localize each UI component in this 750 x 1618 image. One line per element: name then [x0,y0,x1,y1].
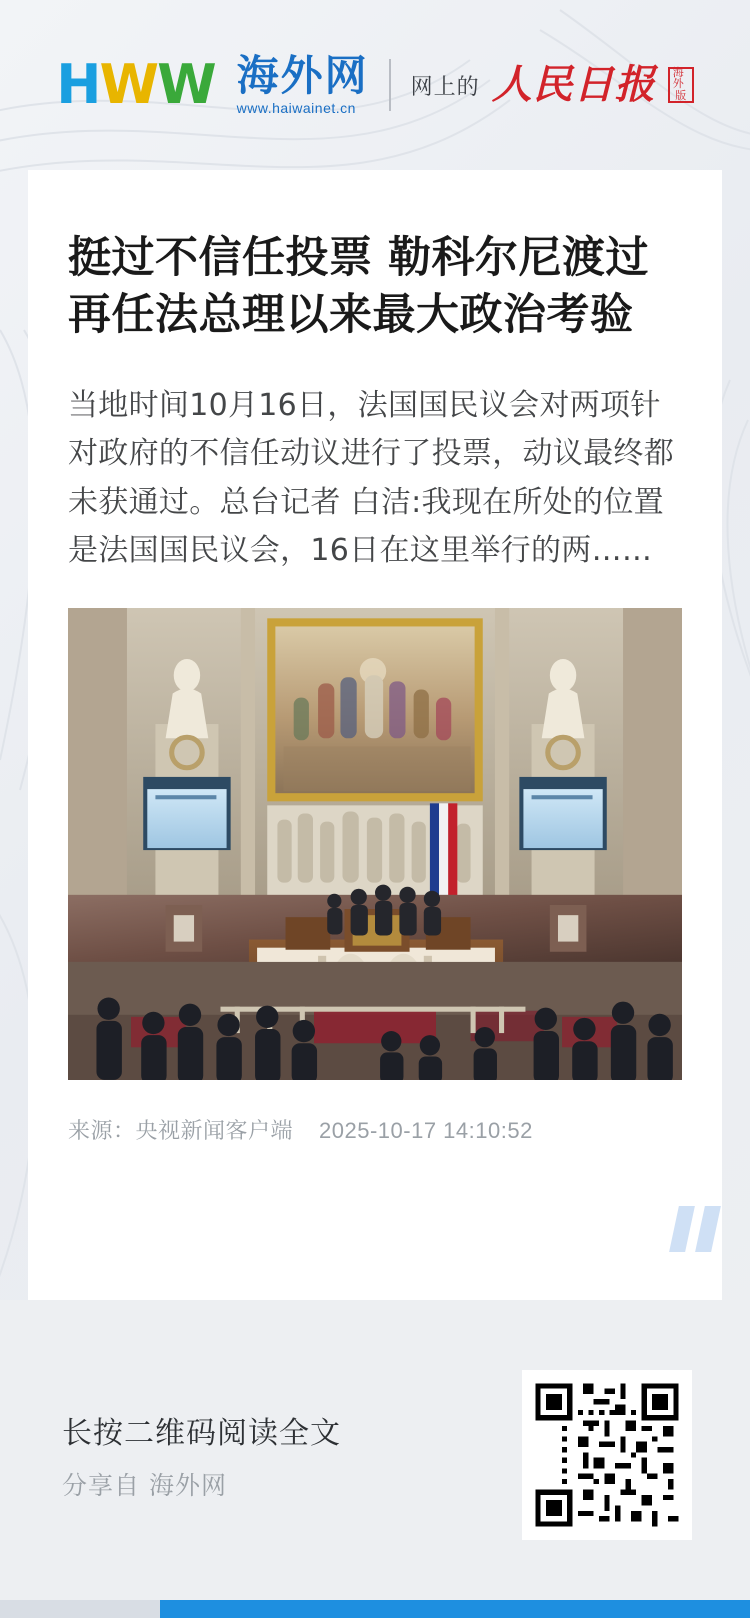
partner-logo [410,61,694,108]
header-divider [389,59,391,111]
share-footer [0,1300,750,1610]
share-from-label: 分享自 海外网 [62,1471,227,1500]
bottom-bar-right [160,1600,750,1618]
article-image [68,608,682,1080]
partner-edition-badge [668,67,694,103]
page-title: 挺过不信任投票 勒科尔尼渡过再任法总理以来最大政治考验 [68,233,649,340]
partner-prefix: 网上的 [410,73,480,99]
logo-letter-w2: W [157,53,215,116]
partner-badge-line2: 版 [675,89,687,102]
article-source: 来源：央视新闻客户端 [68,1117,294,1143]
site-name: 海外网 [236,51,369,99]
site-logo[interactable] [56,51,369,117]
quote-decoration-icon [674,1206,716,1252]
article-card [28,170,722,1300]
qr-code[interactable] [522,1370,692,1540]
partner-name: 人民日报 [491,61,656,108]
article-meta [68,1114,682,1145]
site-url: www.haiwainet.cn [236,100,356,117]
logo-letter-w1: W [99,53,158,116]
bottom-accent-bar [0,1600,750,1618]
share-prompt [62,1408,341,1502]
site-brand-text [236,51,369,117]
bottom-bar-left [0,1600,160,1618]
site-header [0,0,750,170]
hww-logo-mark [56,53,215,116]
partner-badge-line1: 海外 [672,66,684,91]
article-timestamp: 2025-10-17 14:10:52 [319,1117,533,1143]
article-summary: 当地时间10月16日，法国国民议会对两项针对政府的不信任动议进行了投票，动议最终都未获通过。总台记者 白洁:我现在所处的位置是法国国民议会，16日在这里举行的两…… [68,387,674,569]
qr-prompt-label: 长按二维码阅读全文 [62,1416,341,1451]
logo-letter-h: H [56,53,100,116]
